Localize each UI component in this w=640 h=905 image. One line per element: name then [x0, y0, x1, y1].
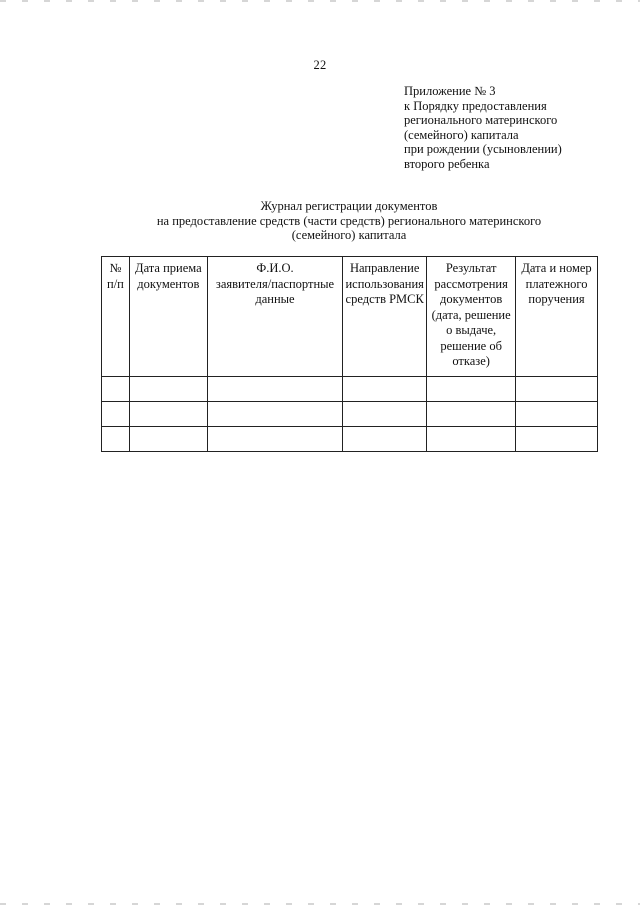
appendix-line: при рождении (усыновлении): [404, 142, 562, 156]
table-row: [102, 376, 598, 401]
table-cell: [343, 401, 427, 426]
appendix-line: Приложение № 3: [404, 84, 496, 98]
header-direction: Направление использования средств РМСК: [343, 257, 427, 377]
table-cell: [102, 426, 130, 451]
table-cell: [343, 376, 427, 401]
journal-title-line: Журнал регистрации документов: [260, 199, 438, 213]
table-header-row: [102, 257, 598, 377]
table-cell: [343, 426, 427, 451]
appendix-line: (семейного) капитала: [404, 127, 519, 142]
journal-title-line: на предоставление средств (части средств) регионального материнского: [156, 213, 542, 228]
header-result: Результат рассмотрения документов (дата, решение о выдаче, решение об отказе): [427, 257, 516, 377]
appendix-line: второго ребенка: [404, 156, 490, 171]
table-cell: [102, 401, 130, 426]
table-cell: [427, 376, 516, 401]
table-row: [102, 426, 598, 451]
table-cell: [129, 426, 207, 451]
header-number: № п/п: [102, 257, 130, 377]
table-cell: [516, 376, 598, 401]
appendix-note: [404, 84, 624, 171]
table-cell: [427, 401, 516, 426]
table-cell: [102, 376, 130, 401]
registration-table: [101, 256, 598, 452]
scan-edge-top: [0, 0, 640, 2]
table-cell: [129, 376, 207, 401]
table-cell: [516, 426, 598, 451]
journal-title-line: (семейного) капитала: [291, 228, 407, 242]
journal-title: [100, 199, 598, 243]
page-number: 22: [313, 58, 327, 72]
table-cell: [516, 401, 598, 426]
table-cell: [207, 426, 342, 451]
header-payment: Дата и номер платежного поручения: [516, 257, 598, 377]
table-row: [102, 401, 598, 426]
table-cell: [427, 426, 516, 451]
header-receipt-date: Дата приема документов: [129, 257, 207, 377]
table-cell: [207, 401, 342, 426]
appendix-line: регионального материнского: [404, 113, 558, 127]
table-cell: [207, 376, 342, 401]
table-cell: [129, 401, 207, 426]
appendix-line: к Порядку предоставления: [404, 98, 547, 113]
header-applicant: Ф.И.О. заявителя/паспортные данные: [207, 257, 342, 377]
